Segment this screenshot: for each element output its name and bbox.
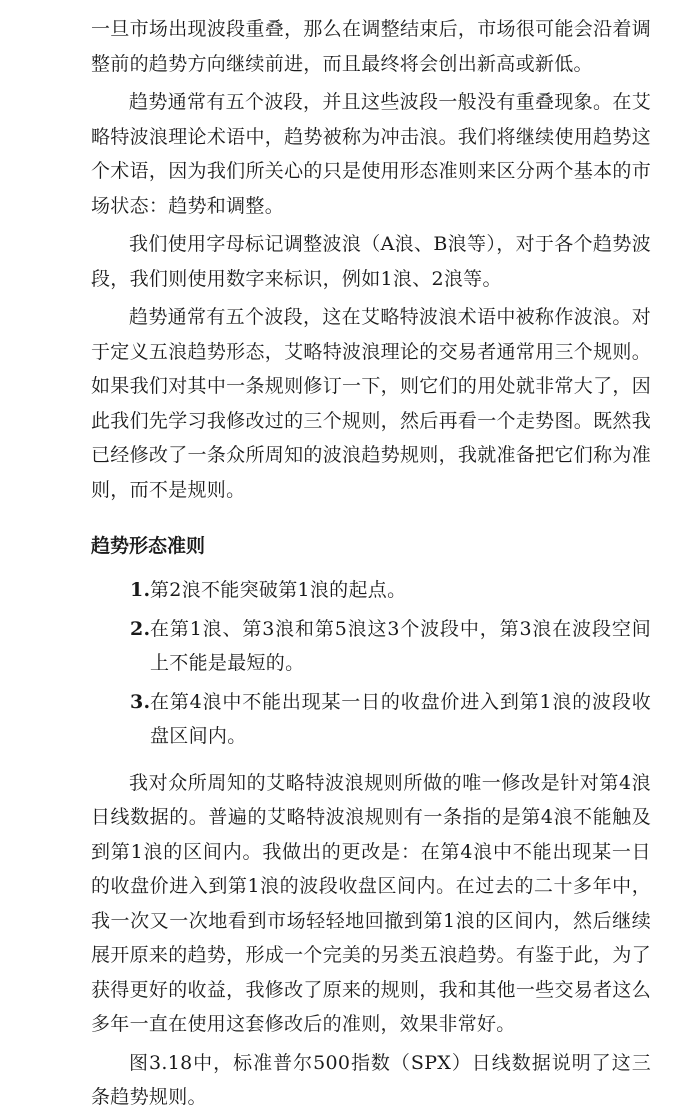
paragraph-three-rules-intro: 趋势通常有五个波段，这在艾略特波浪术语中被称作波浪。对于定义五浪趋势形态，艾略特波浪理论的交易者通常用三个规则。如果我们对其中一条规则修订一下，则它们的用处就非常大了，因此我们先学习我修改过的三个规则，然后再看一个走势图。既然我已经修改了一条众所周知的波浪趋势规则，我就准备把它们称为准则，而不是规则。 <box>91 306 651 501</box>
paragraph-rule-modification: 我对众所周知的艾略特波浪规则所做的唯一修改是针对第4浪日线数据的。普遍的艾略特波浪规则有一条指的是第4浪不能触及到第1浪的区间内。我做出的更改是：在第4浪中不能出现某一日的收盘价进入到第1浪的波段收盘区间内。在过去的二十多年中，我一次又一次地看到市场轻轻地回撤到第1浪的区间内，然后继续展开原来的趋势，形成一个完美的另类五浪趋势。有鉴于此，为了获得更好的收益，我修改了原来的规则，我和其他一些交易者这么多年一直在使用这套修改后的准则，效果非常好。 <box>91 771 651 1035</box>
paragraph-continuation: 一旦市场出现波段重叠，那么在调整结束后，市场很可能会沿着调整前的趋势方向继续前进，而且最终将会创出新高或新低。 <box>91 18 651 75</box>
rule-item <box>91 685 651 754</box>
rule-item <box>91 612 651 681</box>
rule-text: 在第4浪中不能出现某一日的收盘价进入到第1浪的波段收盘区间内。 <box>150 690 651 747</box>
paragraph-five-waves: 趋势通常有五个波段，并且这些波段一般没有重叠现象。在艾略特波浪理论术语中，趋势被称为冲击浪。我们将继续使用趋势这个术语，因为我们所关心的只是使用形态准则来区分两个基本的市场状态：趋势和调整。 <box>91 91 651 217</box>
rule-text: 第2浪不能突破第1浪的起点。 <box>150 579 407 601</box>
rule-number: 3. <box>130 690 151 713</box>
section-heading: 趋势形态准则 <box>91 535 206 557</box>
book-page <box>91 12 651 1115</box>
rule-item <box>91 573 651 608</box>
paragraph-wave-labels: 我们使用字母标记调整波浪（A浪、B浪等），对于各个趋势波段，我们则使用数字来标识，例如1浪、2浪等。 <box>91 233 651 290</box>
rule-text: 在第1浪、第3浪和第5浪这3个波段中，第3浪在波段空间上不能是最短的。 <box>150 617 651 674</box>
rule-number: 1. <box>130 579 151 601</box>
rules-list <box>91 573 651 754</box>
rule-number: 2. <box>130 617 151 640</box>
paragraph-figure-reference: 图3.18中，标准普尔500指数（SPX）日线数据说明了这三条趋势规则。 <box>91 1051 651 1108</box>
